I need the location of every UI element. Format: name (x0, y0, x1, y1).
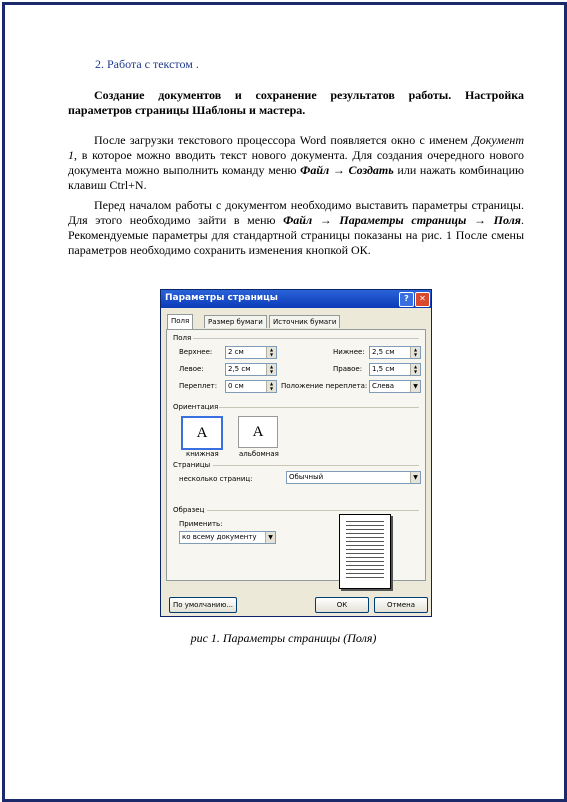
gutter-position-select[interactable]: Слева ▼ (369, 380, 421, 393)
paragraph-1: После загрузки текстового процессора Word появляется окно с именем Документ 1, в которое можно вводить текст нового документа. Для создания очередного нового документа можно выполнить команду меню Файл → Создать или нажать комбинацию клавиш Ctrl+N. (68, 133, 524, 192)
preview-group-label: Образец (173, 506, 205, 514)
gutter-field[interactable]: 0 см ▲ ▼ (225, 380, 277, 393)
page-preview (339, 514, 391, 589)
landscape-label: альбомная (239, 450, 279, 458)
margins-group-label: Поля (173, 334, 192, 342)
dialog-title: Параметры страницы (165, 293, 278, 303)
tab-margins[interactable]: Поля (167, 314, 193, 329)
figure-caption: рис 1. Параметры страницы (Поля) (190, 631, 377, 645)
close-button[interactable]: ✕ (415, 292, 430, 307)
multiple-pages-label: несколько страниц: (179, 475, 253, 483)
page-setup-dialog (160, 289, 432, 617)
paragraph-2: Перед началом работы с документом необходимо выставить параметры страницы. Для этого необходимо зайти в меню Файл → Параметры страницы → Поля. Рекомендуемые параметры для стандартной страницы показаны на рис. 1 После смены параметров необходимо сохранить изменения кнопкой ОК. (68, 198, 524, 257)
pages-group-label: Страницы (173, 461, 211, 469)
tab-paper-size[interactable]: Размер бумаги (204, 315, 267, 328)
landscape-page-icon: A (252, 424, 264, 440)
top-margin-field[interactable]: 2 см ▲ ▼ (225, 346, 277, 359)
apply-to-select[interactable]: ко всему документу ▼ (179, 531, 276, 544)
portrait-page-icon: A (196, 425, 208, 441)
bottom-label: Нижнее: (333, 348, 365, 356)
apply-label: Применить: (179, 520, 223, 528)
left-margin-field[interactable]: 2,5 см ▲ ▼ (225, 363, 277, 376)
landscape-option[interactable] (238, 416, 278, 448)
gutter-label: Переплет: (179, 382, 218, 390)
multiple-pages-select[interactable]: Обычный ▼ (286, 471, 421, 484)
gutter-position-label: Положение переплета: (281, 382, 368, 390)
section-heading: 2. Работа с текстом . (95, 57, 199, 71)
right-margin-field[interactable]: 1,5 см ▲ ▼ (369, 363, 421, 376)
dialog-titlebar (161, 290, 431, 308)
left-label: Левое: (179, 365, 204, 373)
tab-paper-source[interactable]: Источник бумаги (269, 315, 340, 328)
default-button[interactable]: По умолчанию... (169, 597, 237, 613)
cancel-button[interactable]: Отмена (374, 597, 428, 613)
bottom-margin-field[interactable]: 2,5 см ▲ ▼ (369, 346, 421, 359)
orientation-group-label: Ориентация (173, 403, 219, 411)
portrait-option[interactable] (181, 416, 223, 450)
ok-button[interactable]: ОК (315, 597, 369, 613)
right-label: Правое: (333, 365, 363, 373)
help-button[interactable]: ? (399, 292, 414, 307)
top-label: Верхнее: (179, 348, 213, 356)
section-title: Создание документов и сохранение результатов работы. Настройка параметров страницы Шаблоны и мастера. (68, 88, 524, 117)
portrait-label: книжная (186, 450, 219, 458)
